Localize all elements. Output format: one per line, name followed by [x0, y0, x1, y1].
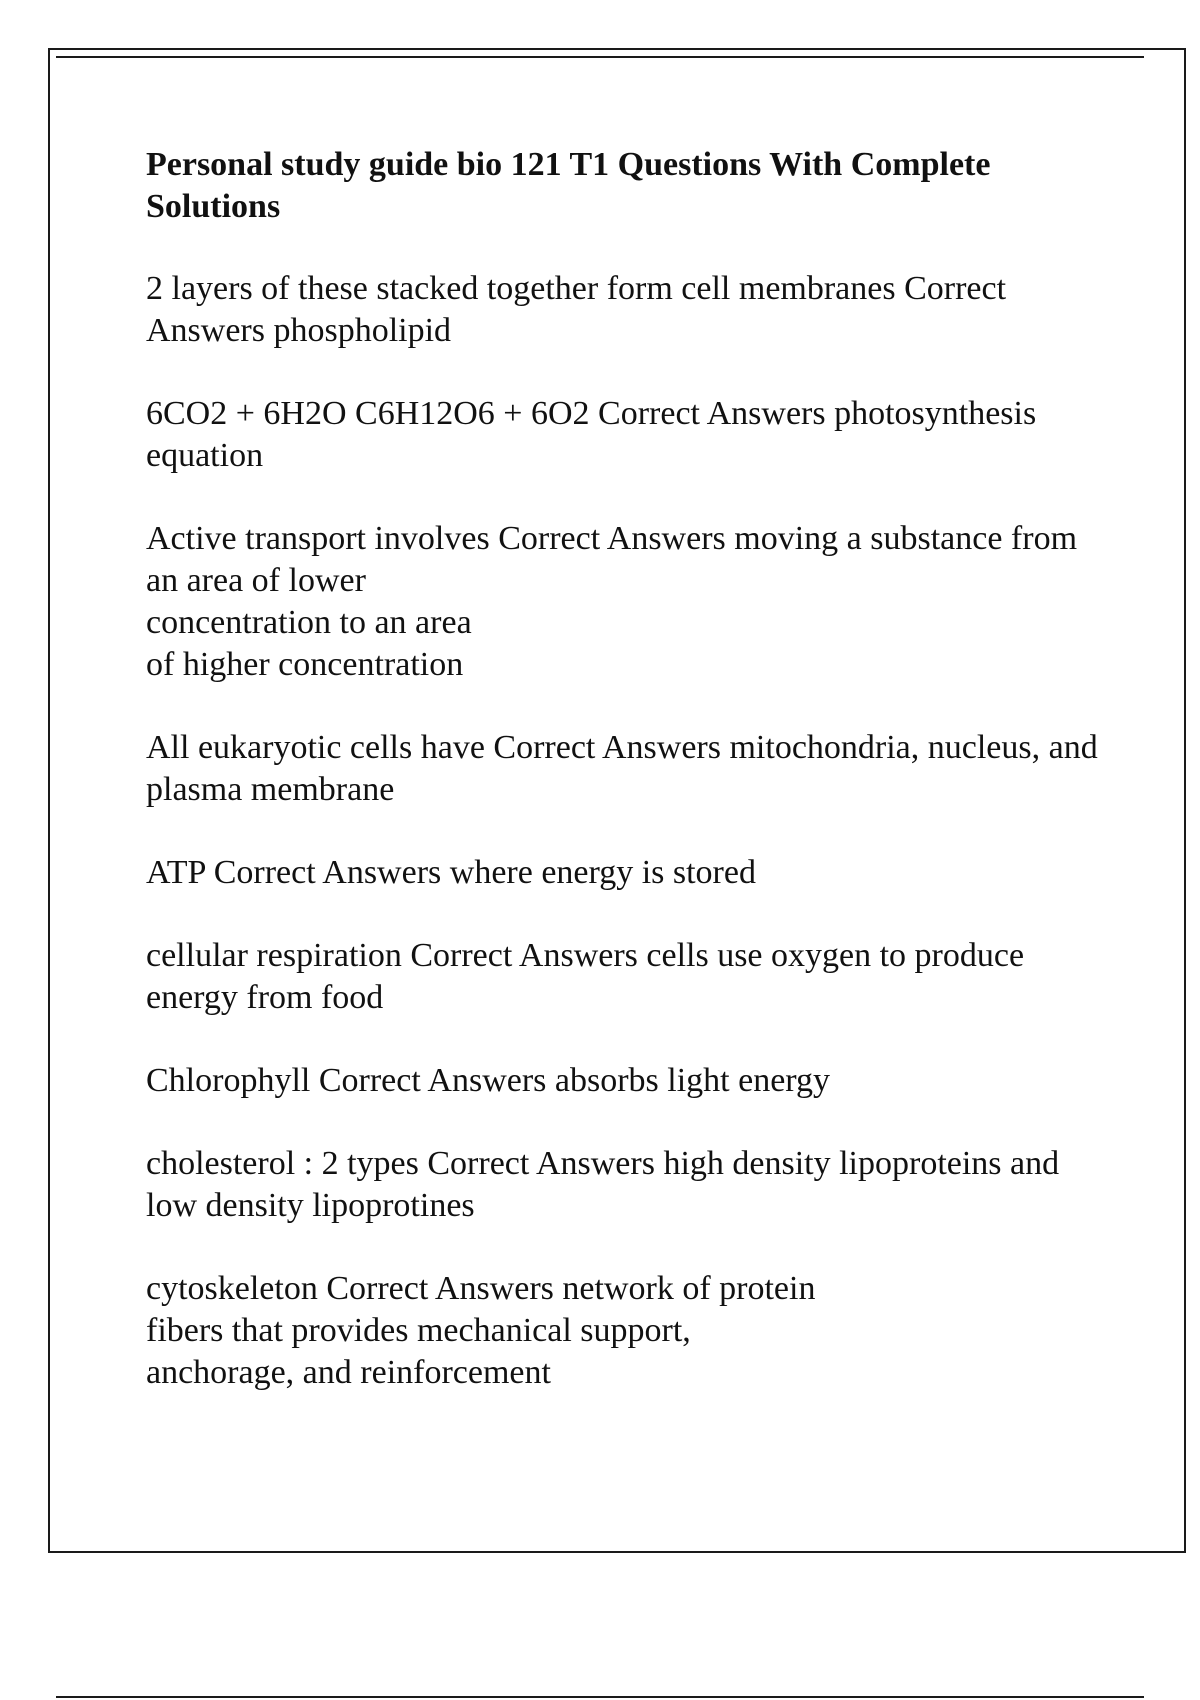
qa-item: cytoskeleton Correct Answers network of protein fibers that provides mechanical support, anchorage, and reinforcement	[146, 1270, 816, 1391]
bottom-rule	[56, 1696, 1144, 1698]
qa-item: Active transport involves Correct Answers moving a substance from an area of lower concentration to an area of higher concentration	[146, 520, 1078, 683]
document-title: Personal study guide bio 121 T1 Questions With Complete Solutions	[146, 146, 991, 225]
qa-item: Chlorophyll Correct Answers absorbs light energy	[146, 1062, 831, 1099]
qa-item: ATP Correct Answers where energy is stored	[146, 854, 756, 891]
qa-item: cholesterol : 2 types Correct Answers high density lipoproteins and low density lipoprotines	[146, 1145, 1060, 1224]
document-body	[146, 144, 1106, 1435]
qa-item: cellular respiration Correct Answers cells use oxygen to produce energy from food	[146, 937, 1025, 1016]
top-rule	[56, 56, 1144, 58]
qa-item: 6CO2 + 6H2O C6H12O6 + 6O2 Correct Answers photosynthesis equation	[146, 395, 1037, 474]
qa-item: All eukaryotic cells have Correct Answers mitochondria, nucleus, and plasma membrane	[146, 729, 1098, 808]
qa-item: 2 layers of these stacked together form cell membranes Correct Answers phospholipid	[146, 270, 1007, 349]
